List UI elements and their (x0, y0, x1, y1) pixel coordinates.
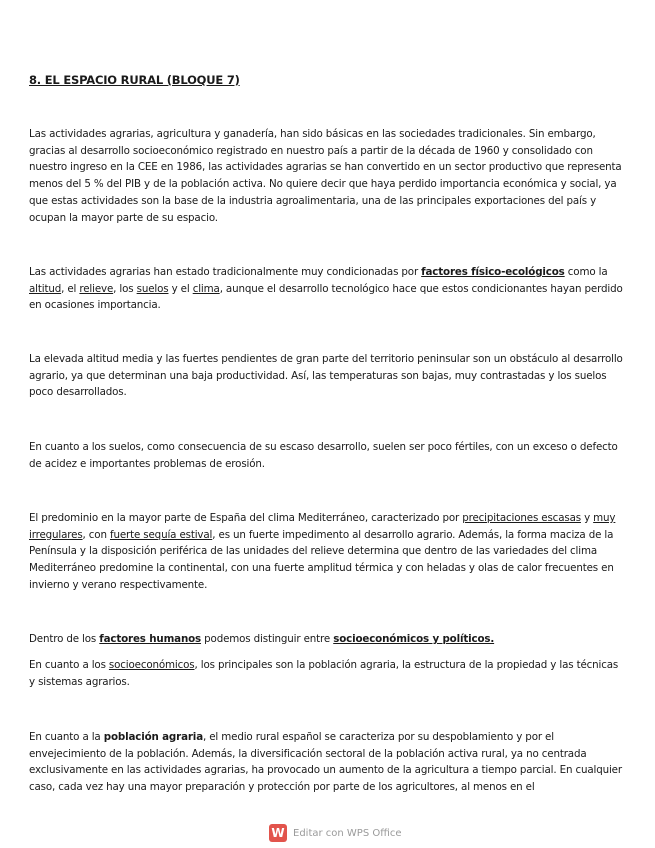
term-relieve: relieve (79, 282, 114, 295)
paragraph-human-factors: Dentro de los factores humanos podemos distinguir entre socioeconómicos y políticos. (29, 633, 495, 645)
term-altitud: altitud (29, 282, 62, 295)
paragraph-intro: Las actividades agrarias, agricultura y ganadería, han sido básicas en las sociedades tradicionales. Sin embargo, gracias al desarrollo socioeconómico registrado en nuestro país a partir de la década de 1960 y consolidado con nuestro ingreso en la CEE en 1986, las actividades agrarias se han convertido en un sector productivo que representa menos del 5 % del PIB y de la población activa. No quiere decir que haya perdido importancia económica y social, ya que estas actividades son la base de la industria agroalimentaria, una de las principales exportaciones del país y ocupan la mayor parte de su espacio. (29, 128, 622, 224)
wps-edit-label: Editar con WPS Office (293, 827, 402, 839)
term-clima: clima (192, 282, 220, 295)
paragraph-altitude: La elevada altitud media y las fuertes pendientes de gran parte del territorio peninsular son un obstáculo al desarrollo agrario, ya que determinan una baja productividad. Así, las temperaturas son bajas, muy contrastadas y los suelos poco desarrollados. (29, 353, 623, 399)
term-fuerte-sequia-estival: fuerte sequía estival (109, 528, 213, 541)
term-socioeconomicos: socioeconómicos (108, 659, 195, 671)
term-factores-fisico-ecologicos: factores físico-ecológicos (421, 266, 565, 278)
term-factores-humanos: factores humanos (99, 633, 202, 645)
term-socioeconomicos-politicos: socioeconómicos y políticos. (333, 633, 495, 645)
term-poblacion-agraria: población agraria (103, 731, 203, 743)
term-precipitaciones-escasas: precipitaciones escasas (462, 512, 581, 524)
term-suelos: suelos (136, 282, 169, 295)
wps-edit-link[interactable] (269, 822, 402, 844)
paragraph-agrarian-population: En cuanto a la población agraria, el medio rural español se caracteriza por su despoblamiento y por el envejecimiento de la población. Además, la diversificación sectoral de la población activa rural, ya no centrada exclusivamente en las actividades agrarias, ha provocado un aumento de la agricultura a tiempo parcial. En cualquier caso, cada vez hay una mayor preparación y protección por parte de los agricultores, al menos en el (29, 731, 622, 794)
term-muy-irregulares: muy irregulares (29, 512, 616, 541)
wps-logo-icon: W (269, 824, 287, 842)
paragraph-socioeconomic: En cuanto a los socioeconómicos, los principales son la población agraria, la estructura de la propiedad y las técnicas y sistemas agrarios. (29, 659, 619, 688)
section-title: 8. EL ESPACIO RURAL (BLOQUE 7) (29, 73, 240, 87)
paragraph-soils: En cuanto a los suelos, como consecuencia de su escaso desarrollo, suelen ser poco fértiles, con un exceso o defecto de acidez e importantes problemas de erosión. (29, 441, 618, 470)
paragraph-climate: El predominio en la mayor parte de España del clima Mediterráneo, caracterizado por precipitaciones escasas y muy irregulares, con fuerte sequía estival, es un fuerte impedimento al desarrollo agrario. Además, la forma maciza de la Península y la disposición periférica de las unidades del relieve determina que dentro de las variedades del clima Mediterráneo predomine la continental, con una fuerte amplitud térmica y con heladas y olas de calor frecuentes en invierno y verano respectivamente. (29, 512, 616, 591)
paragraph-physical-factors: Las actividades agrarias han estado tradicionalmente muy condicionadas por factores físico-ecológicos como la altitud, el relieve, los suelos y el clima, aunque el desarrollo tecnológico hace que estos condicionantes hayan perdido en ocasiones importancia. (29, 266, 623, 312)
